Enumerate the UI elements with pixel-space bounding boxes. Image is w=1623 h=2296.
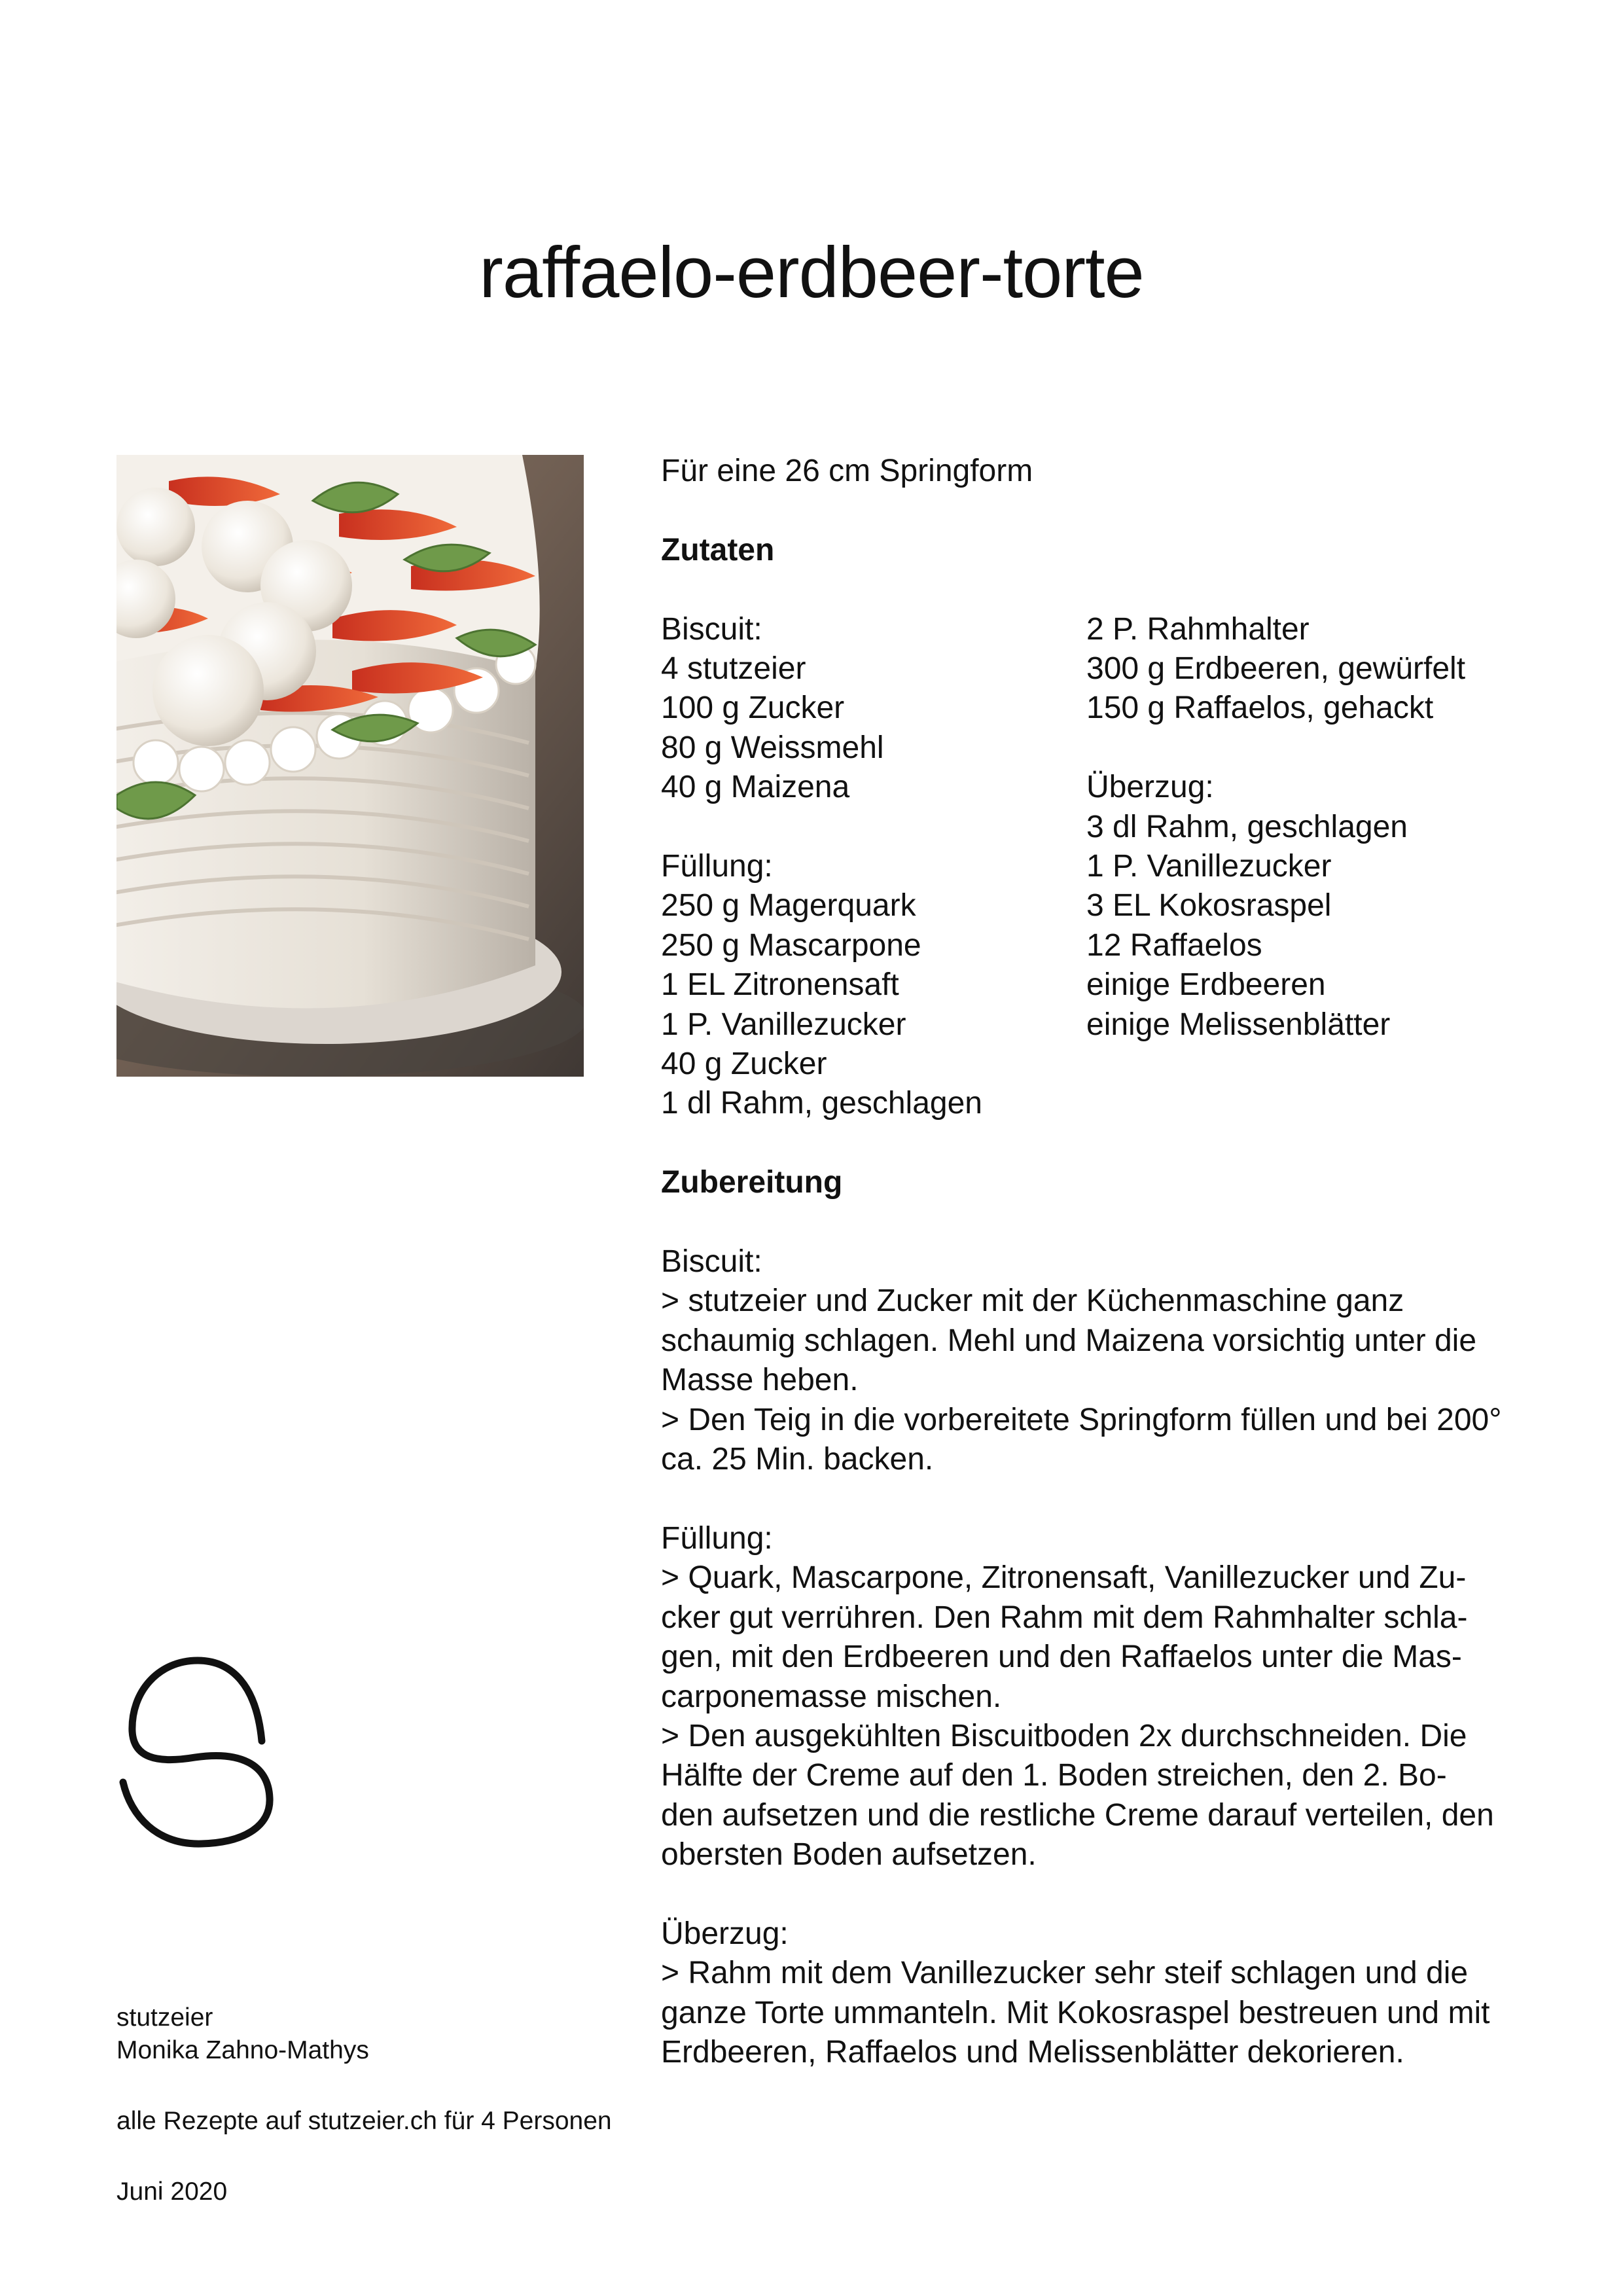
step-line: > Rahm mit dem Vanillezucker sehr steif schlagen und die — [661, 1956, 1469, 1991]
step-line: ca. 25 Min. backen. — [661, 1442, 934, 1477]
ingredient-item: 100 g Zucker — [661, 691, 845, 726]
ingredient-item: 40 g Zucker — [661, 1047, 827, 1082]
recipe-content — [661, 452, 1551, 2073]
step-line: obersten Boden aufsetzen. — [661, 1837, 1037, 1873]
ingredient-item: 1 P. Vanillezucker — [1086, 849, 1332, 884]
page-title: raffaelo-erdbeer-torte — [479, 232, 1144, 313]
ingredient-item: 4 stutzeier — [661, 651, 806, 686]
ingredient-item: 1 EL Zitronensaft — [661, 967, 899, 1003]
step-line: cker gut verrühren. Den Rahm mit dem Rahmhalter schla- — [661, 1600, 1468, 1635]
preparation-heading: Zubereitung — [661, 1165, 843, 1200]
ingredient-item: 3 dl Rahm, geschlagen — [1086, 809, 1408, 844]
ingredient-item: 40 g Maizena — [661, 770, 850, 805]
footer — [116, 2001, 612, 2208]
ingredient-group-label: Füllung: — [661, 849, 773, 884]
ingredient-item: einige Melissenblätter — [1086, 1007, 1391, 1042]
cake-photo-illustration — [116, 455, 584, 1077]
stutzeier-s-logo-icon — [116, 1653, 280, 1849]
step-section-label: Füllung: — [661, 1520, 773, 1556]
ingredient-item: 1 P. Vanillezucker — [661, 1007, 906, 1042]
step-line: > Den Teig in die vorbereitete Springform füllen und bei 200° — [661, 1402, 1502, 1437]
ingredient-item: 150 g Raffaelos, gehackt — [1086, 691, 1434, 726]
step-line: > Den ausgekühlten Biscuitboden 2x durchschneiden. Die — [661, 1718, 1467, 1753]
ingredients-columns — [661, 610, 1551, 1124]
step-line: carponemasse mischen. — [661, 1679, 1002, 1714]
step-section-label: Biscuit: — [661, 1244, 762, 1280]
ingredient-item: 300 g Erdbeeren, gewürfelt — [1086, 651, 1466, 686]
step-line: Masse heben. — [661, 1363, 859, 1398]
ingredient-item: 80 g Weissmehl — [661, 730, 884, 765]
step-line: > Quark, Mascarpone, Zitronensaft, Vanillezucker und Zu- — [661, 1560, 1467, 1596]
cake-photo — [116, 455, 584, 1077]
ingredient-item: 3 EL Kokosraspel — [1086, 888, 1332, 924]
ingredient-item: 12 Raffaelos — [1086, 927, 1262, 963]
footer-date: Juni 2020 — [116, 2178, 228, 2206]
ingredient-item: 250 g Magerquark — [661, 888, 916, 924]
footer-author: Monika Zahno-Mathys — [116, 2036, 369, 2064]
ingredient-item: 1 dl Rahm, geschlagen — [661, 1086, 982, 1121]
step-line: den aufsetzen und die restliche Creme darauf verteilen, den — [661, 1797, 1494, 1833]
step-line: gen, mit den Erdbeeren und den Raffaelos unter die Mas- — [661, 1640, 1462, 1675]
intro-text: Für eine 26 cm Springform — [661, 454, 1033, 488]
step-section-label: Überzug: — [661, 1916, 789, 1951]
step-line: Erdbeeren, Raffaelos und Melissenblätter dekorieren. — [661, 2035, 1404, 2070]
step-line: > stutzeier und Zucker mit der Küchenmaschine ganz — [661, 1283, 1404, 1319]
footer-note: alle Rezepte auf stutzeier.ch für 4 Personen — [116, 2107, 612, 2135]
ingredient-item: 250 g Mascarpone — [661, 927, 921, 963]
ingredient-item: einige Erdbeeren — [1086, 967, 1326, 1003]
ingredient-item: 2 P. Rahmhalter — [1086, 611, 1310, 647]
footer-brand: stutzeier — [116, 2003, 213, 2032]
preparation-steps — [661, 1242, 1551, 2073]
step-line: Hälfte der Creme auf den 1. Boden streichen, den 2. Bo- — [661, 1758, 1447, 1793]
ingredients-right-column — [1086, 610, 1551, 1124]
step-line: schaumig schlagen. Mehl und Maizena vorsichtig unter die — [661, 1323, 1477, 1358]
ingredient-group-label: Biscuit: — [661, 611, 762, 647]
step-line: ganze Torte ummanteln. Mit Kokosraspel bestreuen und mit — [661, 1995, 1490, 2030]
ingredients-heading: Zutaten — [661, 532, 775, 567]
ingredient-group-label: Überzug: — [1086, 770, 1214, 805]
ingredients-left-column — [661, 610, 1086, 1124]
